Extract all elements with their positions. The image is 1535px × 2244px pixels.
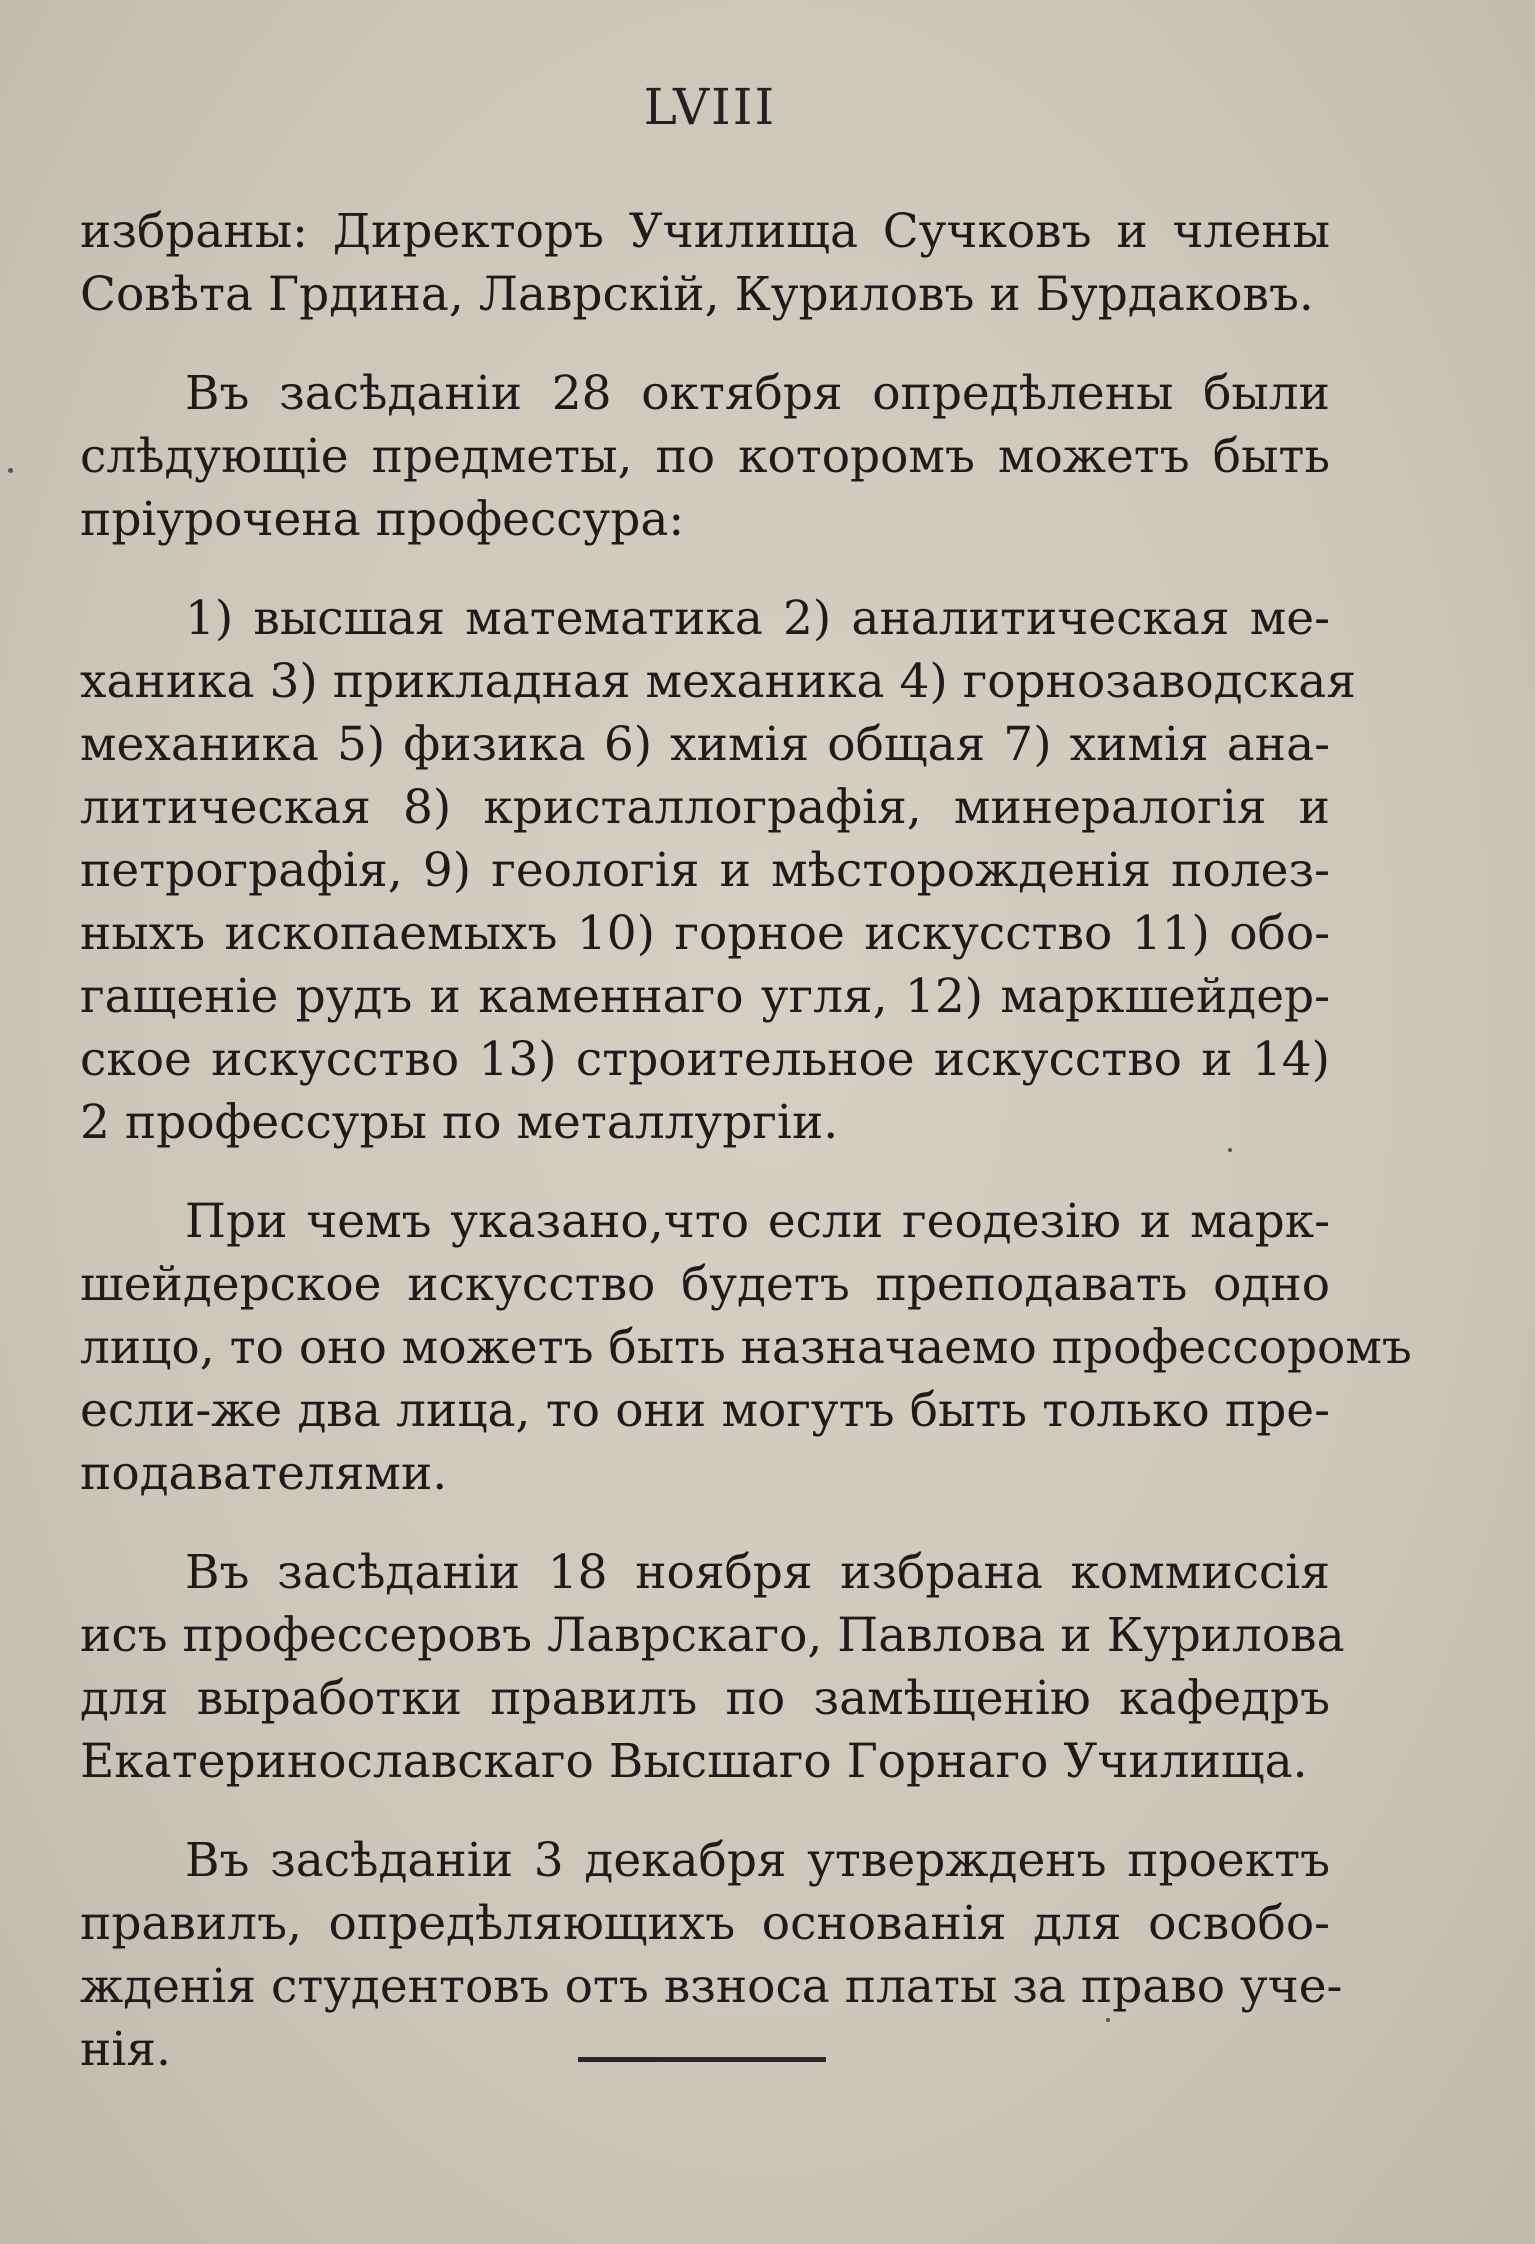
text-line: жденія студентовъ отъ взноса платы за право уче- bbox=[80, 1959, 1343, 2014]
text-line: ское искусство 13) строительное искусство и 14) bbox=[80, 1032, 1330, 1087]
paragraph bbox=[80, 362, 1330, 551]
text-line: При чемъ указано,что если геодезію и марк- bbox=[185, 1194, 1330, 1249]
text-line: для выработки правилъ по замѣщенію кафедръ bbox=[80, 1671, 1330, 1726]
paragraph bbox=[80, 587, 1356, 1154]
text-line: лицо, то оно можетъ быть назначаемо профессоромъ bbox=[80, 1320, 1412, 1375]
text-line: шейдерское искусство будетъ преподавать одно bbox=[80, 1257, 1330, 1312]
text-line: 2 профессуры по металлургіи. bbox=[80, 1095, 839, 1150]
text-line: исъ профессеровъ Лаврскаго, Павлова и Курилова bbox=[80, 1608, 1345, 1663]
text-line: 1) высшая математика 2) аналитическая ме- bbox=[185, 591, 1330, 646]
text-line: Въ засѣданіи 28 октября опредѣлены были bbox=[185, 366, 1330, 421]
text-line: избраны: Директоръ Училища Сучковъ и члены bbox=[80, 204, 1330, 259]
paragraph bbox=[80, 200, 1330, 326]
paragraph bbox=[80, 1541, 1345, 1793]
text-line: нія. bbox=[80, 2022, 171, 2077]
text-line: Екатеринославскаго Высшаго Горнаго Училища. bbox=[80, 1734, 1308, 1789]
paper-speck bbox=[8, 468, 13, 473]
text-line: Въ засѣданіи 3 декабря утвержденъ проектъ bbox=[185, 1833, 1330, 1888]
paragraph bbox=[80, 1829, 1343, 2081]
paper-speck bbox=[1228, 1148, 1232, 1152]
text-line: слѣдующіе предметы, по которомъ можетъ быть bbox=[80, 429, 1330, 484]
text-line: Въ засѣданіи 18 ноября избрана коммиссія bbox=[185, 1545, 1330, 1600]
text-line: пріурочена профессура: bbox=[80, 492, 685, 547]
paper-speck bbox=[1106, 2018, 1110, 2022]
text-line: ныхъ ископаемыхъ 10) горное искусство 11) обо- bbox=[80, 906, 1330, 961]
paragraph bbox=[80, 1190, 1412, 1505]
text-line: Совѣта Грдина, Лаврскій, Куриловъ и Бурдаковъ. bbox=[80, 267, 1314, 322]
page-number: LVIII bbox=[643, 78, 777, 136]
end-rule bbox=[578, 2057, 826, 2062]
text-line: литическая 8) кристаллографія, минералогія и bbox=[80, 780, 1330, 835]
text-line: если-же два лица, то они могутъ быть только пре- bbox=[80, 1383, 1330, 1438]
text-line: механика 5) физика 6) химія общая 7) химія ана- bbox=[80, 717, 1330, 772]
text-line: гащеніе рудъ и каменнаго угля, 12) маркшейдер- bbox=[80, 969, 1330, 1024]
text-line: петрографія, 9) геологія и мѣсторожденія полез- bbox=[80, 843, 1330, 898]
text-line: правилъ, опредѣляющихъ основанія для освобо- bbox=[80, 1896, 1330, 1951]
text-line: ханика 3) прикладная механика 4) горнозаводская bbox=[80, 654, 1356, 709]
text-line: подавателями. bbox=[80, 1446, 448, 1501]
body-text bbox=[80, 200, 1412, 2081]
